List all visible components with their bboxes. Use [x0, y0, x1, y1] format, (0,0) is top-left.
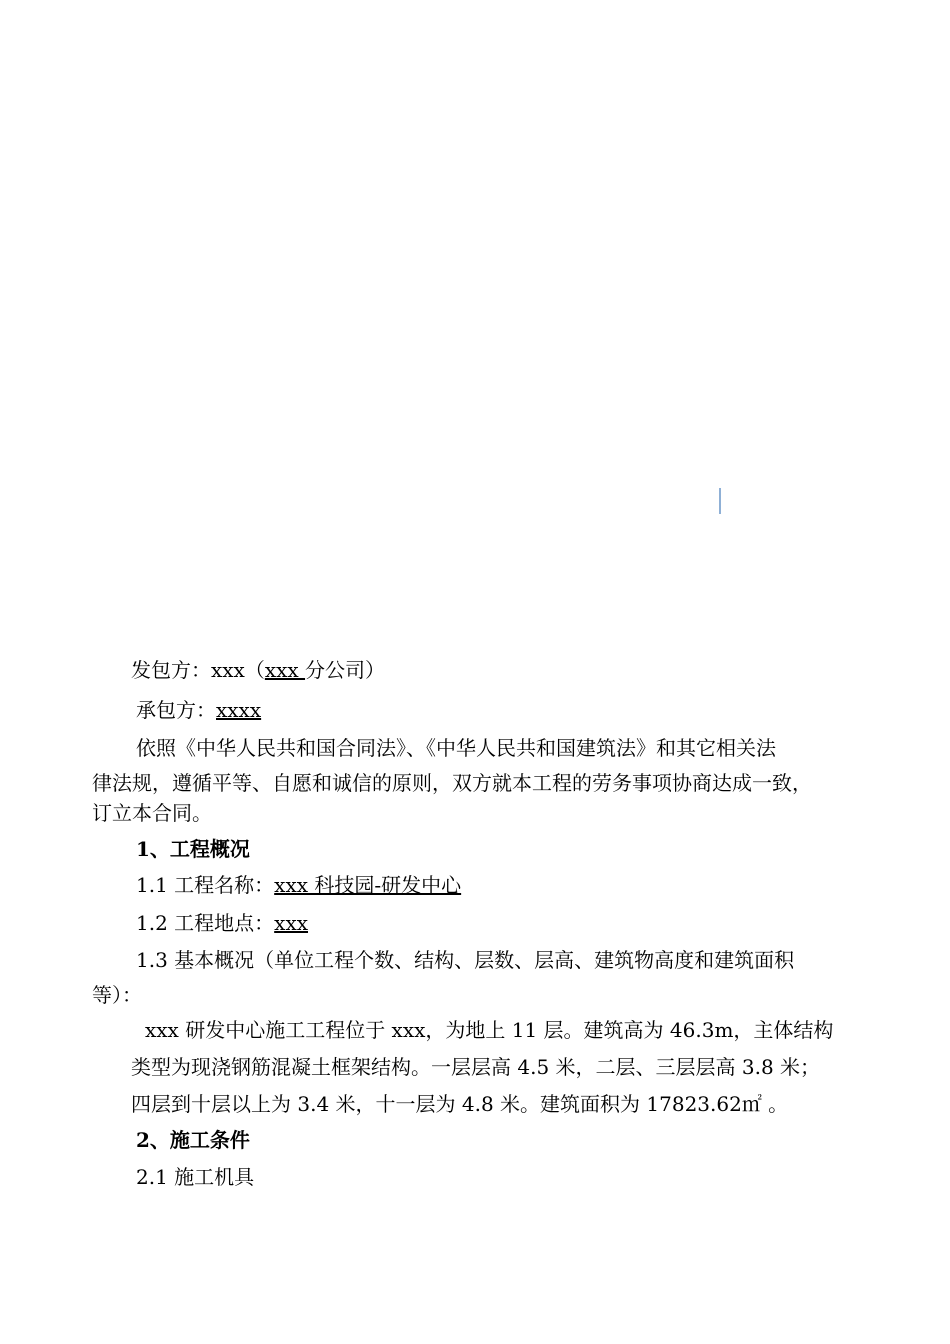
- project-name-line: [136, 872, 461, 898]
- project-name-value: xxx 科技园-研发中心: [274, 873, 462, 897]
- overview-line-1: 1.3 基本概况（单位工程个数、结构、层数、层高、建筑物高度和建筑面积: [136, 948, 795, 972]
- description-line-2: 类型为现浇钢筋混凝土框架结构。一层层高 4.5 米，二层、三层层高 3.8 米；: [131, 1055, 821, 1079]
- employer-branch-suffix: 分公司: [305, 658, 366, 682]
- contractor-name: xxxx: [216, 698, 262, 722]
- project-name-label: 1.1 工程名称：: [136, 873, 275, 897]
- employer-paren-close: ）: [365, 658, 386, 682]
- employer-paren-open: （: [244, 658, 265, 682]
- employer-branch: xxx: [264, 658, 306, 682]
- construction-equipment-line: 2.1 施工机具: [136, 1165, 255, 1189]
- project-location-value: xxx: [274, 911, 309, 935]
- project-location-label: 1.2 工程地点：: [136, 911, 275, 935]
- preamble-line-2: 律法规，遵循平等、自愿和诚信的原则，双方就本工程的劳务事项协商达成一致，: [92, 771, 812, 795]
- project-location-line: [136, 910, 308, 936]
- description-line-1: xxx 研发中心施工工程位于 xxx，为地上 11 层。建筑高为 46.3m，主体结构: [145, 1018, 834, 1042]
- text-cursor: [719, 488, 721, 514]
- employer-label: 发包方：: [131, 658, 211, 682]
- overview-line-2: 等）：: [92, 983, 142, 1007]
- employer-name: xxx: [211, 658, 245, 682]
- contractor-line: [136, 697, 261, 723]
- description-line-3: 四层到十层以上为 3.4 米，十一层为 4.8 米。建筑面积为 17823.62㎡ 。: [131, 1092, 789, 1116]
- section-2-heading: 2、施工条件: [136, 1128, 250, 1152]
- employer-line: [131, 657, 385, 683]
- preamble-line-1: 依照《中华人民共和国合同法》、《中华人民共和国建筑法》和其它相关法: [136, 736, 776, 760]
- section-1-heading: 1、工程概况: [136, 837, 250, 861]
- preamble-line-3: 订立本合同。: [92, 801, 212, 825]
- contractor-label: 承包方：: [136, 698, 216, 722]
